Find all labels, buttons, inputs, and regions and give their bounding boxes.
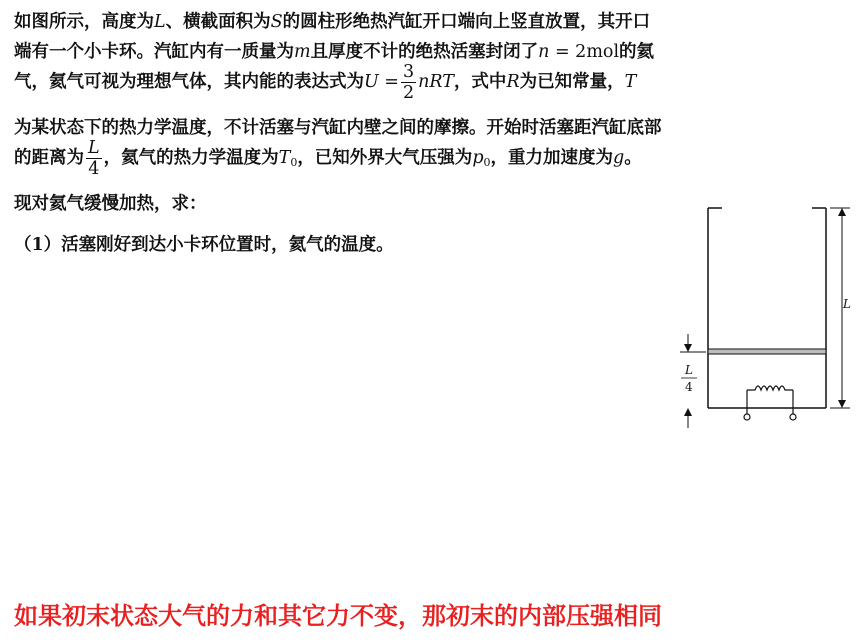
text: 的距离为 xyxy=(14,148,84,168)
symbol: T xyxy=(278,148,291,168)
text: 。 xyxy=(624,148,642,168)
problem-line-1 xyxy=(14,8,650,33)
text: 气，氦气可视为理想气体，其内能的表达式为 xyxy=(14,72,364,92)
fraction-numerator: L xyxy=(88,138,100,158)
math-g: g xyxy=(613,148,625,168)
math-nRT: nRT xyxy=(418,72,454,92)
dim-L-label: L xyxy=(843,297,851,311)
symbol: p xyxy=(472,148,484,168)
text: 为某状态下的热力学温度，不计活塞与汽缸内壁之间的摩擦。开始时活塞距汽缸底部 xyxy=(14,118,662,138)
question-1 xyxy=(14,231,394,256)
text: 且厚度不计的绝热活塞封闭了 xyxy=(310,42,539,62)
heater-right-terminal xyxy=(790,414,796,420)
text: 的氦 xyxy=(619,42,655,62)
text: ，氦气的热力学温度为 xyxy=(103,148,279,168)
fraction-3-2 xyxy=(401,62,416,103)
dim-quarter-arrow-down xyxy=(684,344,692,352)
text: 现对氦气缓慢加热，求： xyxy=(14,194,207,214)
heater-coil xyxy=(747,386,793,390)
text: ，式中 xyxy=(453,72,507,92)
subscript: 0 xyxy=(290,156,298,169)
problem-line-6 xyxy=(14,190,207,215)
text: 、横截面积为 xyxy=(165,12,271,32)
math-p0 xyxy=(472,148,490,168)
dim-quarter-arrow-up xyxy=(684,408,692,416)
math-T: T xyxy=(624,72,637,92)
math-L: L xyxy=(154,12,166,32)
text: ，已知外界大气压强为 xyxy=(297,148,473,168)
fraction-denominator: 4 xyxy=(88,159,100,179)
footer-note: 如果初末状态大气的力和其它力不变，那初末的内部压强相同 xyxy=(14,602,662,630)
fraction-numerator: 3 xyxy=(402,62,415,82)
dim-quarter-numerator: L xyxy=(685,363,693,377)
text: 为已知常量， xyxy=(519,72,625,92)
dim-L-arrow-down xyxy=(838,400,846,408)
text: 的圆柱形绝热汽缸开口端向上竖直放置，其开口 xyxy=(282,12,651,32)
problem-line-3 xyxy=(14,62,636,103)
fraction-L-4 xyxy=(86,138,102,179)
math-U: U = xyxy=(364,72,399,92)
problem-line-4 xyxy=(14,114,662,139)
dim-L-arrow-up xyxy=(838,208,846,216)
subscript: 0 xyxy=(483,156,491,169)
text: （1）活塞刚好到达小卡环位置时，氦气的温度。 xyxy=(14,235,394,255)
math-m: m xyxy=(294,42,311,62)
problem-line-5 xyxy=(14,138,642,179)
piston xyxy=(708,349,826,354)
math-R: R xyxy=(506,72,520,92)
cylinder-diagram xyxy=(660,196,860,441)
math-T0 xyxy=(279,148,298,168)
text: ，重力加速度为 xyxy=(490,148,614,168)
heater-left-terminal xyxy=(744,414,750,420)
text: 端有一个小卡环。汽缸内有一质量为 xyxy=(14,42,294,62)
dim-quarter-denominator: 4 xyxy=(685,380,693,394)
math-S: S xyxy=(270,12,283,32)
fraction-denominator: 2 xyxy=(402,83,415,103)
problem-line-2 xyxy=(14,38,654,63)
text: 如图所示，高度为 xyxy=(14,12,154,32)
math-n-value: = 2mol xyxy=(549,42,620,62)
math-n: n xyxy=(538,42,550,62)
